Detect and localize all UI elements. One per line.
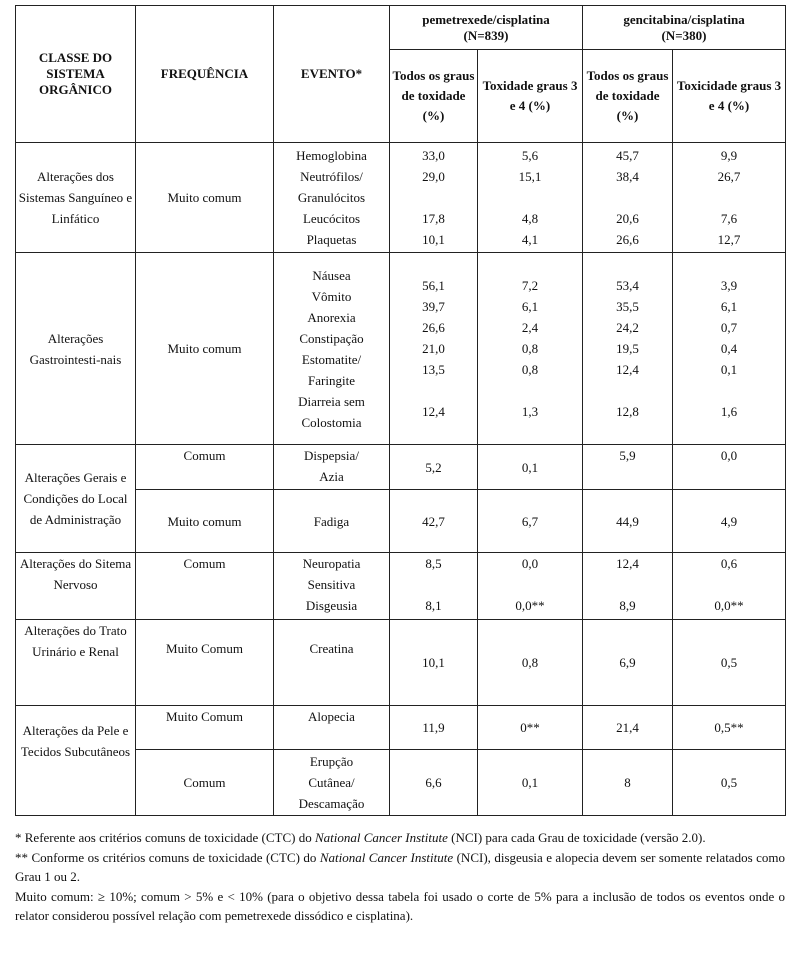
evento-cell: Fadiga (274, 490, 390, 553)
freq-cell: Comum (136, 445, 274, 490)
classe-cell: Alterações dos Sistemas Sanguíneo e Linfático (16, 143, 136, 253)
freq-cell: Muito Comum (136, 706, 274, 750)
pem-all-cell: 33,0 29,0 17,8 10,1 (390, 143, 478, 253)
gem-all-cell: 21,4 (583, 706, 673, 750)
header-evento: EVENTO* (274, 6, 390, 143)
footnotes (15, 828, 785, 926)
table-row (16, 143, 786, 253)
footnote-3: Muito comum: ≥ 10%; comum > 5% e < 10% (para o objetivo dessa tabela foi usado o corte de 5% para a inclusão de todos os eventos onde o relator considerou possível relação com pemetrexede dissódico e cisplatina). (15, 889, 785, 923)
freq-cell: Muito comum (136, 253, 274, 445)
table-row (16, 706, 786, 750)
pem-all-cell: 11,9 (390, 706, 478, 750)
pem-all-cell: 56,1 39,7 26,6 21,0 13,5 12,4 (390, 253, 478, 445)
pem-all-cell: 42,7 (390, 490, 478, 553)
gem-34-cell: 0,0 (673, 445, 786, 490)
table-row (16, 445, 786, 490)
freq-cell: Muito comum (136, 143, 274, 253)
gem-all-cell: 8 (583, 750, 673, 816)
table-row (16, 253, 786, 445)
gem-34-cell: 0,5 (673, 620, 786, 706)
gem-34-cell: 0,6 0,0** (673, 553, 786, 620)
gem-34-cell: 0,5 (673, 750, 786, 816)
gem-all-cell: 44,9 (583, 490, 673, 553)
footnote-1: * Referente aos critérios comuns de toxicidade (CTC) do National Cancer Institute (NCI) para cada Grau de toxicidade (versão 2.0). (15, 830, 706, 845)
pem-all-cell: 5,2 (390, 445, 478, 490)
gem-all-cell: 5,9 (583, 445, 673, 490)
header-classe: CLASSE DO SISTEMA ORGÂNICO (16, 6, 136, 143)
classe-cell: Alterações Gerais e Condições do Local de Administração (16, 445, 136, 553)
table-row (16, 553, 786, 620)
pem-all-cell: 8,5 8,1 (390, 553, 478, 620)
pem-34-cell: 0,1 (478, 445, 583, 490)
evento-cell: Creatina (274, 620, 390, 706)
gem-34-cell: 9,9 26,7 7,6 12,7 (673, 143, 786, 253)
freq-cell: Comum (136, 553, 274, 620)
pem-34-cell: 5,6 15,1 4,8 4,1 (478, 143, 583, 253)
gem-all-cell: 6,9 (583, 620, 673, 706)
gem-all-cell: 12,4 8,9 (583, 553, 673, 620)
toxicity-table (15, 5, 786, 816)
pem-all-cell: 6,6 (390, 750, 478, 816)
classe-cell: Alterações Gastrointesti-nais (16, 253, 136, 445)
gem-34-cell: 4,9 (673, 490, 786, 553)
gem-all-cell: 53,4 35,5 24,2 19,5 12,4 12,8 (583, 253, 673, 445)
gem-all-cell: 45,7 38,4 20,6 26,6 (583, 143, 673, 253)
header-group-pemetrexede: pemetrexede/cisplatina (N=839) (390, 6, 583, 50)
header-gem-all-grades: Todos os graus de toxidade (%) (583, 50, 673, 143)
pem-34-cell: 6,7 (478, 490, 583, 553)
header-pem-all-grades: Todos os graus de toxidade (%) (390, 50, 478, 143)
freq-cell: Muito comum (136, 490, 274, 553)
classe-cell: Alterações da Pele e Tecidos Subcutâneos (16, 706, 136, 816)
evento-cell: Náusea Vômito Anorexia Constipação Estomatite/ Faringite Diarreia sem Colostomia (274, 253, 390, 445)
evento-cell: Neuropatia Sensitiva Disgeusia (274, 553, 390, 620)
classe-cell: Alterações do Sitema Nervoso (16, 553, 136, 620)
classe-cell: Alterações do Trato Urinário e Renal (16, 620, 136, 706)
footnote-2: ** Conforme os critérios comuns de toxicidade (CTC) do National Cancer Institute (NCI), disgeusia e alopecia devem ser somente relatados como Grau 1 ou 2. (15, 850, 785, 884)
gem-34-cell: 0,5** (673, 706, 786, 750)
gem-34-cell: 3,9 6,1 0,7 0,4 0,1 1,6 (673, 253, 786, 445)
header-frequencia: FREQUÊNCIA (136, 6, 274, 143)
pem-34-cell: 0** (478, 706, 583, 750)
pem-34-cell: 7,2 6,1 2,4 0,8 0,8 1,3 (478, 253, 583, 445)
pem-34-cell: 0,0 0,0** (478, 553, 583, 620)
header-pem-grade34: Toxidade graus 3 e 4 (%) (478, 50, 583, 143)
evento-cell: Hemoglobina Neutrófilos/ Granulócitos Leucócitos Plaquetas (274, 143, 390, 253)
freq-cell: Muito Comum (136, 620, 274, 706)
evento-cell: Erupção Cutânea/ Descamação (274, 750, 390, 816)
header-group-gencitabina: gencitabina/cisplatina (N=380) (583, 6, 786, 50)
pem-34-cell: 0,8 (478, 620, 583, 706)
table-row (16, 620, 786, 706)
pem-all-cell: 10,1 (390, 620, 478, 706)
pem-34-cell: 0,1 (478, 750, 583, 816)
evento-cell: Dispepsia/ Azia (274, 445, 390, 490)
evento-cell: Alopecia (274, 706, 390, 750)
freq-cell: Comum (136, 750, 274, 816)
header-gem-grade34: Toxicidade graus 3 e 4 (%) (673, 50, 786, 143)
